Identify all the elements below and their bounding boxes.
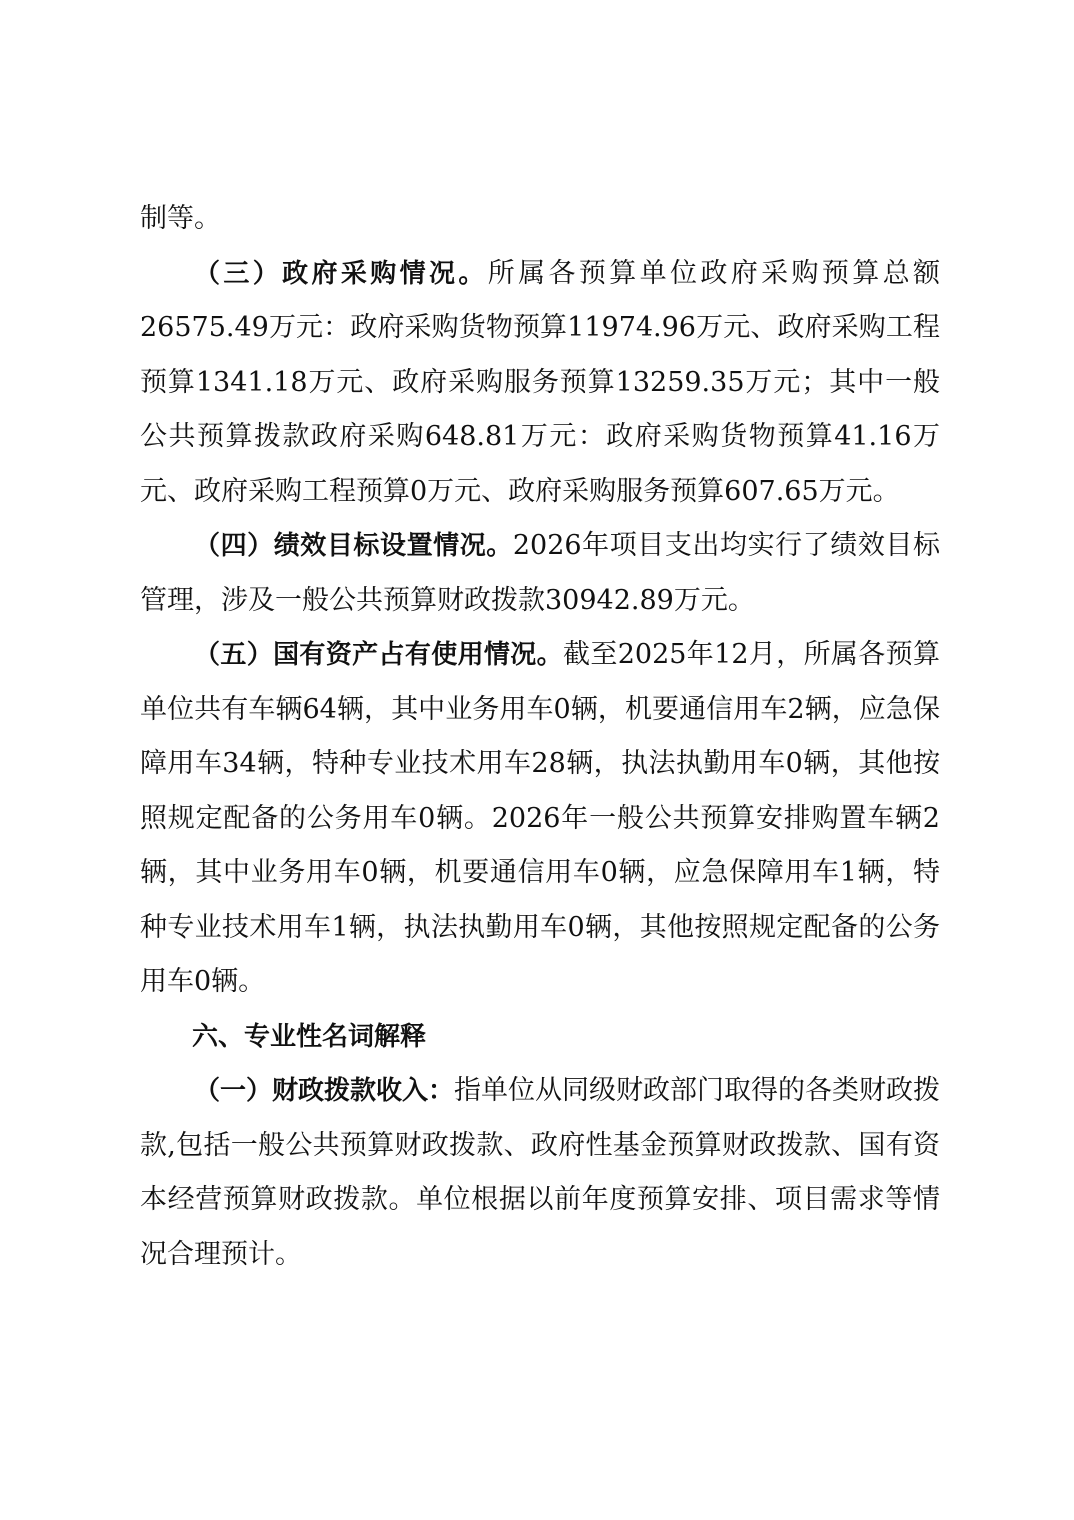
- paragraph-lead: （五）国有资产占有使用情况。: [194, 640, 563, 670]
- section-heading: 六、专业性名词解释: [192, 1021, 427, 1052]
- paragraph-government-procurement: [140, 247, 940, 520]
- document-body: [140, 192, 940, 1282]
- paragraph-fiscal-appropriation-income: [140, 1064, 940, 1282]
- paragraph-continuation: [140, 192, 940, 247]
- paragraph-text: 2026年项目支出均实行了绩效目标管理，涉及一般公共预算财政拨款30942.89万元。: [140, 530, 940, 616]
- paragraph-lead: （四）绩效目标设置情况。: [194, 531, 513, 561]
- paragraph-lead: （一）财政拨款收入：: [194, 1076, 455, 1106]
- paragraph-text: 制等。: [140, 203, 221, 234]
- paragraph-state-assets: [140, 628, 940, 1010]
- paragraph-lead: （三）政府采购情况。: [194, 258, 488, 289]
- paragraph-text: 所属各预算单位政府采购预算总额26575.49万元：政府采购货物预算11974.96万元、政府采购工程预算1341.18万元、政府采购服务预算13259.35万元；其中一般公共预算拨款政府采购648.81万元：政府采购货物预算41.16万元、政府采购工程预算0万元、政府采购服务预算607.65万元。: [140, 257, 940, 507]
- paragraph-text: 指单位从同级财政部门取得的各类财政拨款,包括一般公共预算财政拨款、政府性基金预算财政拨款、国有资本经营预算财政拨款。单位根据以前年度预算安排、项目需求等情况合理预计。: [140, 1075, 941, 1270]
- paragraph-text: 截至2025年12月，所属各预算单位共有车辆64辆，其中业务用车0辆，机要通信用车2辆，应急保障用车34辆，特种专业技术用车28辆，执法执勤用车0辆，其他按照规定配备的公务用车0辆。2026年一般公共预算安排购置车辆2辆，其中业务用车0辆，机要通信用车0辆，应急保障用车1辆，特种专业技术用车1辆，执法执勤用车0辆，其他按照规定配备的公务用车0辆。: [140, 639, 940, 997]
- paragraph-performance-targets: [140, 519, 940, 628]
